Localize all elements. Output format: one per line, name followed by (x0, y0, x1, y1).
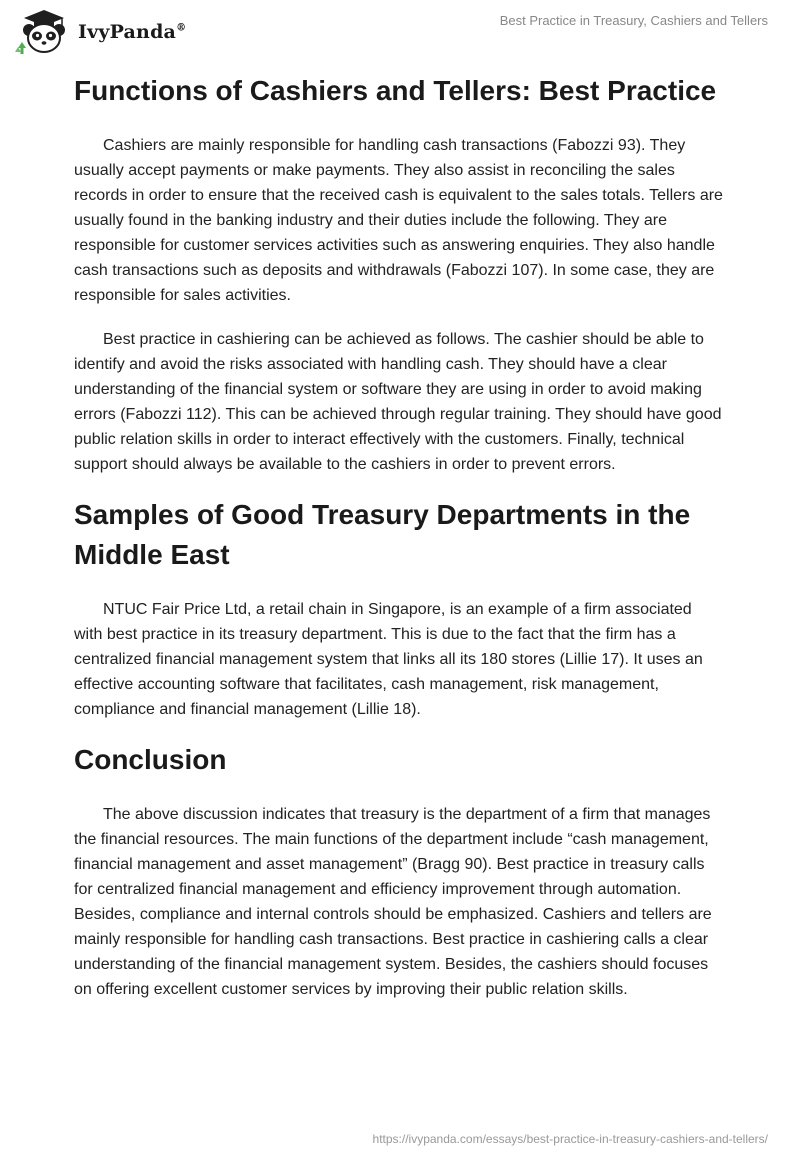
brand-name: IvyPanda® (78, 21, 187, 43)
section-heading: Conclusion (74, 744, 227, 775)
section-heading: Functions of Cashiers and Tellers: Best Practice (74, 75, 717, 106)
section-heading: Samples of Good Treasury Departments in the Middle East (74, 499, 691, 570)
page-header (0, 0, 800, 60)
brand-logo[interactable] (14, 8, 186, 56)
paragraph: Best practice in cashiering can be achieved as follows. The cashier should be able to identify and avoid the risks associated with handling cash. They should have a clear understanding of the financial system or software they are using in order to avoid making errors (Fabozzi 112). This can be achieved through regular training. They should have good public relation skills in order to interact effectively with the customers. Finally, technical support should always be available to the cashiers in order to prevent errors. (74, 331, 722, 473)
paragraph: Cashiers are mainly responsible for handling cash transactions (Fabozzi 93). They usually accept payments or make payments. They also assist in reconciling the sales records in order to ensure that the received cash is equivalent to the sales totals. Tellers are usually found in the banking industry and their duties include the following. They are responsible for customer services activities such as answering enquiries. They also handle cash transactions such as deposits and withdrawals (Fabozzi 107). In some case, they are responsible for sales activities. (74, 137, 723, 304)
panda-graduate-icon (14, 8, 72, 56)
document-title: Best Practice in Treasury, Cashiers and Tellers (499, 13, 768, 28)
source-url-link[interactable]: https://ivypanda.com/essays/best-practice-in-treasury-cashiers-and-tellers/ (372, 1132, 768, 1146)
paragraph: The above discussion indicates that treasury is the department of a firm that manages the financial resources. The main functions of the department include “cash management, financial management and asset management” (Bragg 90). Best practice in treasury calls for centralized financial management and efficiency improvement through automation. Besides, compliance and internal controls should be emphasized. Cashiers and tellers are mainly responsible for handling cash transactions. Best practice in cashiering calls a clear understanding of the financial management system. Besides, the cashiers should focuses on offering excellent customer services by improving their public relation skills. (74, 806, 712, 998)
article-body (74, 70, 724, 1002)
paragraph: NTUC Fair Price Ltd, a retail chain in Singapore, is an example of a firm associated with best practice in its treasury department. This is due to the fact that the firm has a centralized financial management system that links all its 180 stores (Lillie 17). It uses an effective accounting software that facilitates, cash management, risk management, compliance and financial management (Lillie 18). (74, 601, 703, 718)
